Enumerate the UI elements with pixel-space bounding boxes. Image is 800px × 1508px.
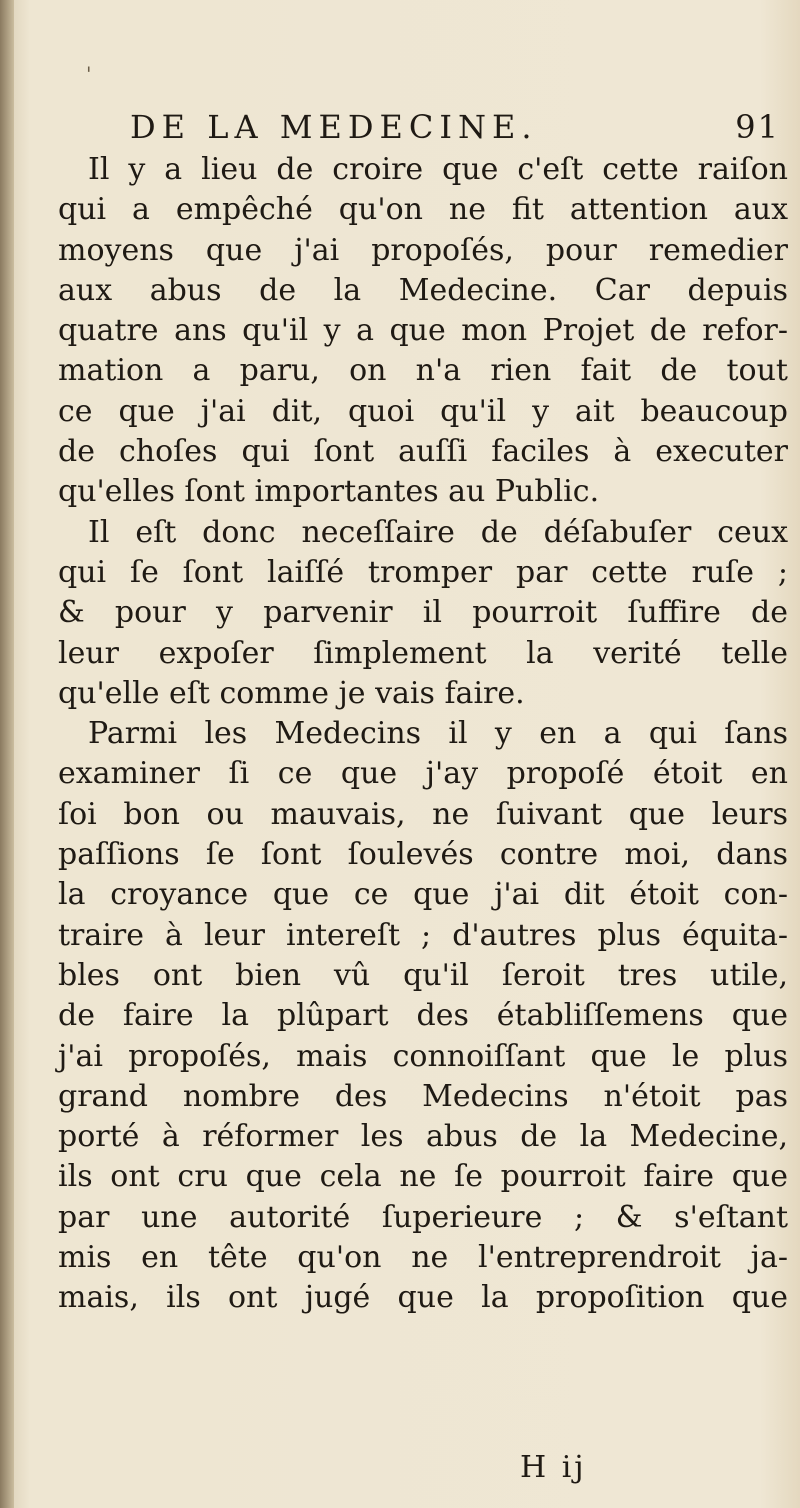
text-line: grand nombre des Medecins n'étoit pas (58, 1078, 788, 1114)
text-line: ce que j'ai dit, quoi qu'il y ait beaucoup (58, 393, 788, 429)
text-line: de choſes qui ſont auſſi faciles à executer (58, 434, 788, 470)
text-line: bles ont bien vû qu'il ſeroit tres utile, (58, 957, 788, 993)
text-line: leur expoſer ſimplement la verité telle (58, 635, 788, 671)
text-line: mis en tête qu'on ne l'entreprendroit ja- (58, 1240, 788, 1276)
text-line: par une autorité ſuperieure ; & s'eſtant (58, 1199, 788, 1235)
text-line: ils ont cru que cela ne ſe pourroit faire que (58, 1159, 788, 1195)
text-line: Parmi les Medecins il y en a qui ſans (88, 716, 788, 752)
stray-mark: ' (86, 62, 92, 86)
body-text (58, 150, 788, 1319)
text-line: Il eſt donc neceſſaire de déſabuſer ceux (88, 514, 788, 550)
text-line: j'ai propoſés, mais connoiſſant que le plus (58, 1038, 788, 1074)
text-line: examiner ſi ce que j'ay propoſé étoit en (58, 756, 788, 792)
text-line: qui a empêché qu'on ne fit attention aux (58, 192, 788, 228)
running-title: DE LA MEDECINE. (130, 108, 538, 146)
text-line: qu'elles ſont importantes au Public. (58, 474, 600, 510)
text-line: porté à réformer les abus de la Medecine, (58, 1119, 788, 1155)
text-line: quatre ans qu'il y a que mon Projet de refor- (58, 313, 788, 349)
text-line: de faire la plûpart des établiſſemens que (58, 998, 788, 1034)
text-line: moyens que j'ai propoſés, pour remedier (58, 232, 788, 268)
text-line: aux abus de la Medecine. Car depuis (58, 272, 788, 308)
text-line: traire à leur intereſt ; d'autres plus équita- (58, 917, 788, 953)
text-line: mais, ils ont jugé que la propoſition que (58, 1280, 788, 1316)
signature-mark: H ij (520, 1450, 587, 1485)
text-line: Il y a lieu de croire que c'eſt cette raiſon (88, 152, 788, 187)
text-line: la croyance que ce que j'ai dit étoit con- (58, 877, 788, 913)
text-line: paſſions ſe ſont ſoulevés contre moi, dans (58, 837, 788, 873)
page-number: 91 (735, 108, 780, 146)
text-line: & pour y parvenir il pourroit ſuffire de (58, 595, 788, 631)
text-line: mation a paru, on n'a rien fait de tout (58, 353, 788, 389)
text-line: qu'elle eſt comme je vais faire. (58, 675, 525, 711)
page-gutter (0, 0, 14, 1508)
running-header (130, 108, 780, 156)
text-line: ſoi bon ou mauvais, ne ſuivant que leurs (58, 796, 788, 832)
text-line: qui ſe ſont laiſſé tromper par cette ruſe ; (58, 554, 788, 590)
